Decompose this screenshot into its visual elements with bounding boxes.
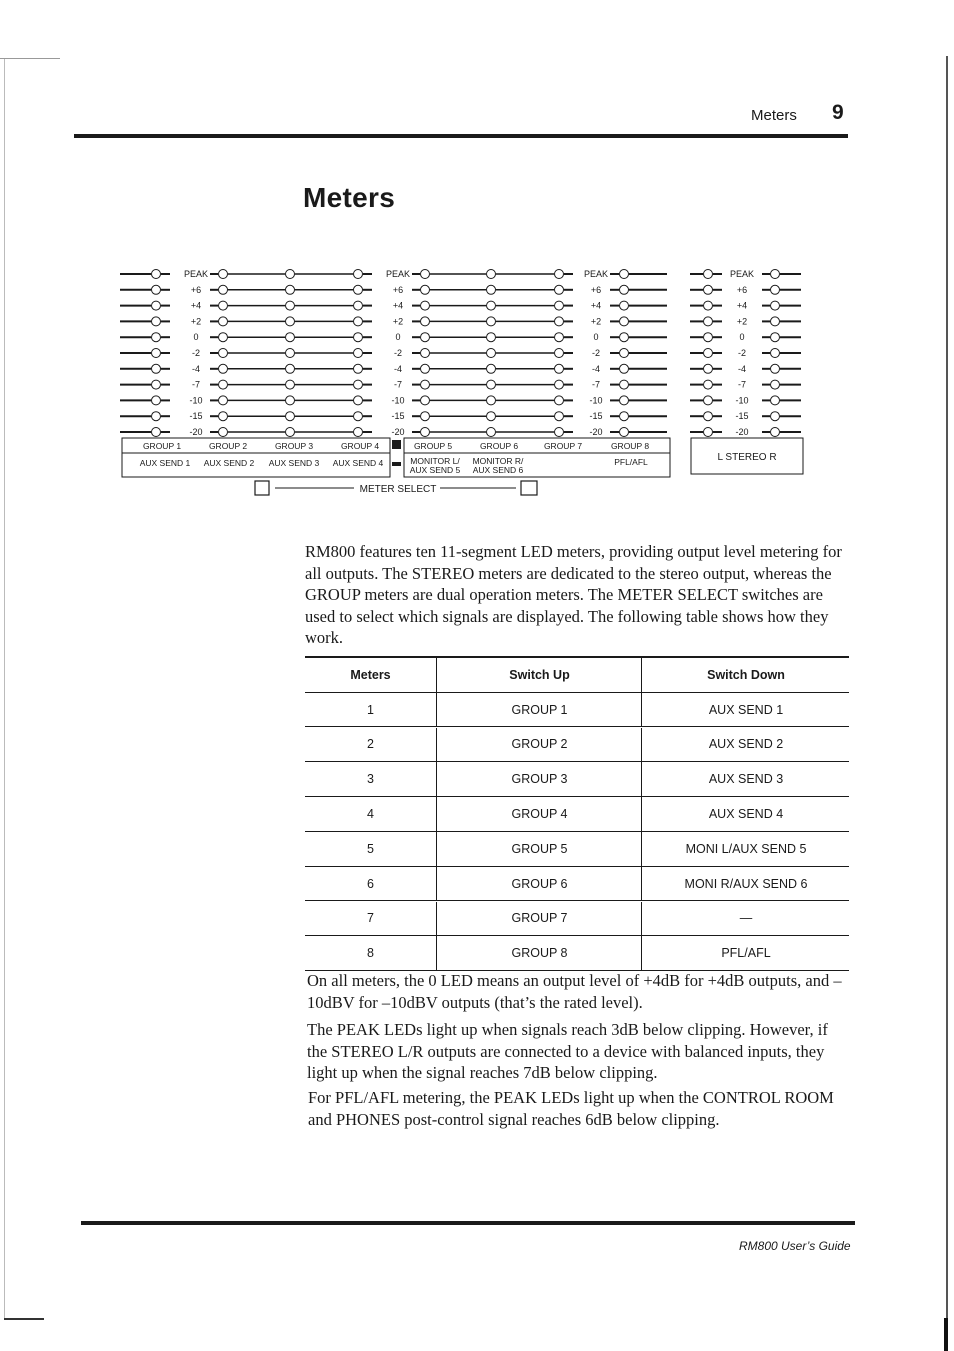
scale-label: -10: [391, 395, 405, 406]
table-row: [305, 728, 849, 763]
led-indicator: [421, 270, 430, 279]
scale-label: -20: [189, 427, 203, 437]
led-indicator: [555, 428, 564, 437]
led-indicator: [555, 333, 564, 342]
switch-marker: [392, 440, 401, 449]
led-indicator: [620, 364, 629, 373]
scale-label: -10: [589, 395, 603, 406]
scale-label: +2: [392, 316, 404, 327]
led-indicator: [771, 349, 780, 358]
cell-meter: 7: [367, 911, 374, 926]
group-label: GROUP 6: [479, 441, 519, 451]
cell-meter: 8: [367, 946, 374, 961]
table-row: [305, 762, 849, 797]
led-indicator: [152, 285, 161, 294]
scale-label: -2: [393, 348, 403, 358]
header-switch-up: Switch Up: [436, 658, 642, 692]
led-indicator: [219, 349, 228, 358]
led-indicator: [421, 364, 430, 373]
scale-label: 0: [193, 332, 199, 343]
led-indicator: [487, 412, 496, 421]
led-indicator: [421, 396, 430, 405]
led-indicator: [286, 301, 295, 310]
led-indicator: [704, 380, 713, 389]
led-indicator: [152, 301, 161, 310]
led-indicator: [704, 396, 713, 405]
scale-label: -2: [591, 348, 601, 358]
led-indicator: [771, 428, 780, 437]
header-switch-down: Switch Down: [641, 658, 850, 692]
led-indicator: [152, 349, 161, 358]
led-indicator: [620, 301, 629, 310]
led-indicator: [487, 349, 496, 358]
led-indicator: [286, 364, 295, 373]
led-indicator: [286, 396, 295, 405]
led-indicator: [620, 428, 629, 437]
led-indicator: [354, 301, 363, 310]
led-indicator: [354, 412, 363, 421]
stereo-label: L STEREO R: [717, 452, 777, 463]
cell-switch-down: AUX SEND 4: [641, 797, 850, 831]
scale-label: +4: [190, 300, 202, 311]
cell-switch-up: GROUP 3: [436, 762, 642, 796]
led-indicator: [620, 317, 629, 326]
led-indicator: [219, 301, 228, 310]
cell-switch-up: GROUP 7: [436, 902, 642, 936]
scale-label: +6: [392, 284, 404, 295]
led-indicator: [219, 396, 228, 405]
led-indicator: [555, 412, 564, 421]
led-indicator: [771, 412, 780, 421]
led-indicator: [286, 349, 295, 358]
led-indicator: [421, 301, 430, 310]
led-indicator: [704, 349, 713, 358]
led-indicator: [219, 333, 228, 342]
intro-paragraph: RM800 features ten 11-segment LED meters, providing output level metering for all outputs. The STEREO meters are dedicated to the stereo output, whereas the GROUP meters are dual operation meters. The METER SELECT switches are used to select which signals are displayed. The following table shows how they work.: [305, 542, 842, 647]
led-indicator: [219, 380, 228, 389]
led-indicator: [286, 285, 295, 294]
led-indicator: [771, 333, 780, 342]
scale-label: -4: [737, 363, 747, 374]
led-indicator: [555, 380, 564, 389]
scale-label: +2: [736, 316, 748, 327]
running-header-section: Meters: [751, 107, 797, 124]
cell-switch-up: GROUP 4: [436, 797, 642, 831]
zero-led-paragraph: On all meters, the 0 LED means an output level of +4dB for +4dB outputs, and –10dBV for –10dBV outputs (that’s the rated level).: [307, 971, 842, 1012]
scale-label: -20: [735, 427, 749, 437]
led-indicator: [487, 285, 496, 294]
led-indicator: [771, 380, 780, 389]
led-indicator: [421, 380, 430, 389]
scale-label: -4: [393, 363, 403, 374]
cell-meter: 5: [367, 841, 374, 856]
led-indicator: [704, 317, 713, 326]
led-indicator: [219, 428, 228, 437]
table-row: [305, 832, 849, 867]
cell-meter: 3: [367, 772, 374, 787]
scale-label: -15: [391, 411, 405, 422]
led-indicator: [152, 333, 161, 342]
led-indicator: [771, 317, 780, 326]
led-indicator: [286, 270, 295, 279]
monitor-r-label: AUX SEND 6: [472, 465, 524, 475]
led-indicator: [620, 412, 629, 421]
led-indicator: [421, 333, 430, 342]
cell-switch-down: AUX SEND 1: [641, 693, 850, 727]
scale-label: -4: [191, 363, 201, 374]
led-indicator: [354, 428, 363, 437]
cell-switch-down: —: [641, 902, 850, 936]
scale-label: PEAK: [183, 269, 209, 279]
scale-label: -15: [735, 411, 749, 422]
led-indicator: [704, 333, 713, 342]
monitor-r-label: MONITOR R/: [472, 456, 524, 466]
scale-label: -10: [189, 395, 203, 406]
group-label: GROUP 4: [340, 441, 380, 451]
led-indicator: [219, 285, 228, 294]
page-number: 9: [832, 101, 844, 124]
switch-marker: [392, 462, 401, 466]
table-row: [305, 936, 849, 971]
led-indicator: [487, 380, 496, 389]
led-indicator: [487, 301, 496, 310]
led-indicator: [152, 364, 161, 373]
aux-send-label: AUX SEND 3: [268, 458, 320, 468]
led-indicator: [771, 364, 780, 373]
scale-label: -2: [737, 348, 747, 358]
cell-switch-up: GROUP 5: [436, 832, 642, 866]
led-indicator: [487, 270, 496, 279]
led-indicator: [354, 396, 363, 405]
header-meters: Meters: [350, 667, 391, 682]
pfl-afl-paragraph: For PFL/AFL metering, the PEAK LEDs light up when the CONTROL ROOM and PHONES post-control signal reaches 6dB below clipping.: [308, 1088, 834, 1129]
scale-label: 0: [739, 332, 745, 343]
scan-edge-right-mark: [944, 1318, 948, 1351]
led-indicator: [354, 380, 363, 389]
scale-label: PEAK: [729, 269, 755, 279]
cell-meter: 4: [367, 806, 374, 821]
led-indicator: [152, 428, 161, 437]
scale-label: +4: [590, 300, 602, 311]
table-row: [305, 902, 849, 937]
scale-label: +2: [590, 316, 602, 327]
cell-switch-down: MONI R/AUX SEND 6: [641, 867, 850, 901]
group-label: GROUP 8: [610, 441, 650, 451]
footer-guide-title: RM800 User’s Guide: [739, 1239, 851, 1253]
scan-edge-left: [4, 58, 5, 1320]
meter-select-label: METER SELECT: [359, 484, 437, 495]
led-indicator: [421, 349, 430, 358]
led-indicator: [421, 317, 430, 326]
group-label: GROUP 7: [543, 441, 583, 451]
footer-rule: [81, 1221, 855, 1225]
scale-label: -4: [591, 363, 601, 374]
led-indicator: [152, 380, 161, 389]
led-indicator: [771, 285, 780, 294]
led-indicator: [286, 428, 295, 437]
led-indicator: [219, 364, 228, 373]
led-indicator: [152, 317, 161, 326]
led-indicator: [286, 380, 295, 389]
table-header-row: [305, 658, 849, 693]
monitor-l-label: MONITOR L/: [410, 456, 460, 466]
cell-meter: 6: [367, 876, 374, 891]
led-indicator: [152, 396, 161, 405]
scale-label: +2: [190, 316, 202, 327]
cell-meter: 1: [367, 702, 374, 717]
scale-label: +6: [590, 284, 602, 295]
cell-switch-up: GROUP 2: [436, 728, 642, 762]
led-indicator: [219, 412, 228, 421]
scale-label: +4: [736, 300, 748, 311]
led-indicator: [555, 349, 564, 358]
led-indicator: [704, 428, 713, 437]
led-indicator: [487, 428, 496, 437]
led-indicator: [354, 349, 363, 358]
scale-label: 0: [593, 332, 599, 343]
scale-label: +6: [190, 284, 202, 295]
page-title: Meters: [303, 182, 396, 213]
led-indicator: [704, 364, 713, 373]
led-indicator: [771, 270, 780, 279]
scale-label: -2: [191, 348, 201, 358]
scale-label: PEAK: [385, 269, 411, 279]
led-indicator: [219, 317, 228, 326]
cell-switch-up: GROUP 8: [436, 936, 642, 970]
scale-label: -7: [591, 379, 601, 390]
led-indicator: [354, 333, 363, 342]
led-indicator: [421, 412, 430, 421]
led-indicator: [555, 270, 564, 279]
monitor-l-label: AUX SEND 5: [409, 465, 461, 475]
meter-panel-diagram: [118, 262, 808, 502]
group-label: GROUP 1: [142, 441, 182, 451]
cell-switch-up: GROUP 6: [436, 867, 642, 901]
led-indicator: [286, 412, 295, 421]
cell-meter: 2: [367, 737, 374, 752]
peak-led-paragraph: The PEAK LEDs light up when signals reach 3dB below clipping. However, if the STEREO L/R outputs are connected to a device with balanced inputs, they light up when the signal reaches 7dB below clipping.: [307, 1020, 828, 1082]
scale-label: -15: [589, 411, 603, 422]
led-indicator: [421, 428, 430, 437]
scale-label: -7: [737, 379, 747, 390]
cell-switch-down: PFL/AFL: [641, 936, 850, 970]
scale-label: +4: [392, 300, 404, 311]
led-indicator: [555, 396, 564, 405]
scale-label: -10: [735, 395, 749, 406]
aux-send-label: AUX SEND 2: [203, 458, 255, 468]
table-row: [305, 797, 849, 832]
led-indicator: [620, 333, 629, 342]
scan-edge-top: [0, 58, 60, 59]
led-indicator: [620, 349, 629, 358]
meter-select-switch-right: [521, 481, 537, 495]
led-indicator: [771, 396, 780, 405]
led-indicator: [487, 317, 496, 326]
group-label: GROUP 5: [413, 441, 453, 451]
led-indicator: [704, 270, 713, 279]
header-rule: [74, 134, 848, 138]
aux-send-label: AUX SEND 4: [332, 458, 384, 468]
led-indicator: [354, 285, 363, 294]
scale-label: 0: [395, 332, 401, 343]
led-indicator: [152, 270, 161, 279]
led-indicator: [704, 285, 713, 294]
led-indicator: [704, 301, 713, 310]
scale-label: +6: [736, 284, 748, 295]
led-indicator: [354, 364, 363, 373]
led-indicator: [421, 285, 430, 294]
meter-select-switch-left: [255, 481, 269, 495]
led-indicator: [555, 317, 564, 326]
table-row: [305, 867, 849, 902]
led-indicator: [771, 301, 780, 310]
scan-edge-bottom: [4, 1318, 44, 1320]
led-indicator: [219, 270, 228, 279]
led-indicator: [487, 364, 496, 373]
led-indicator: [487, 333, 496, 342]
led-indicator: [286, 333, 295, 342]
led-indicator: [620, 285, 629, 294]
scale-label: PEAK: [583, 269, 609, 279]
led-indicator: [620, 270, 629, 279]
led-indicator: [555, 285, 564, 294]
scale-label: -20: [391, 427, 405, 437]
led-indicator: [555, 301, 564, 310]
scale-label: -15: [189, 411, 203, 422]
aux-send-label: AUX SEND 1: [139, 458, 191, 468]
pfl-afl-label: PFL/AFL: [614, 457, 648, 467]
led-indicator: [487, 396, 496, 405]
scan-edge-right: [946, 56, 948, 1351]
table-row: [305, 693, 849, 728]
led-indicator: [354, 270, 363, 279]
group-label: GROUP 3: [274, 441, 314, 451]
led-indicator: [354, 317, 363, 326]
led-indicator: [620, 380, 629, 389]
scale-label: -7: [191, 379, 201, 390]
cell-switch-down: AUX SEND 2: [641, 728, 850, 762]
group-label: GROUP 2: [208, 441, 248, 451]
cell-switch-down: MONI L/AUX SEND 5: [641, 832, 850, 866]
led-indicator: [286, 317, 295, 326]
led-indicator: [152, 412, 161, 421]
cell-switch-down: AUX SEND 3: [641, 762, 850, 796]
cell-switch-up: GROUP 1: [436, 693, 642, 727]
scale-label: -20: [589, 427, 603, 437]
led-indicator: [704, 412, 713, 421]
led-indicator: [555, 364, 564, 373]
scale-label: -7: [393, 379, 403, 390]
led-indicator: [620, 396, 629, 405]
